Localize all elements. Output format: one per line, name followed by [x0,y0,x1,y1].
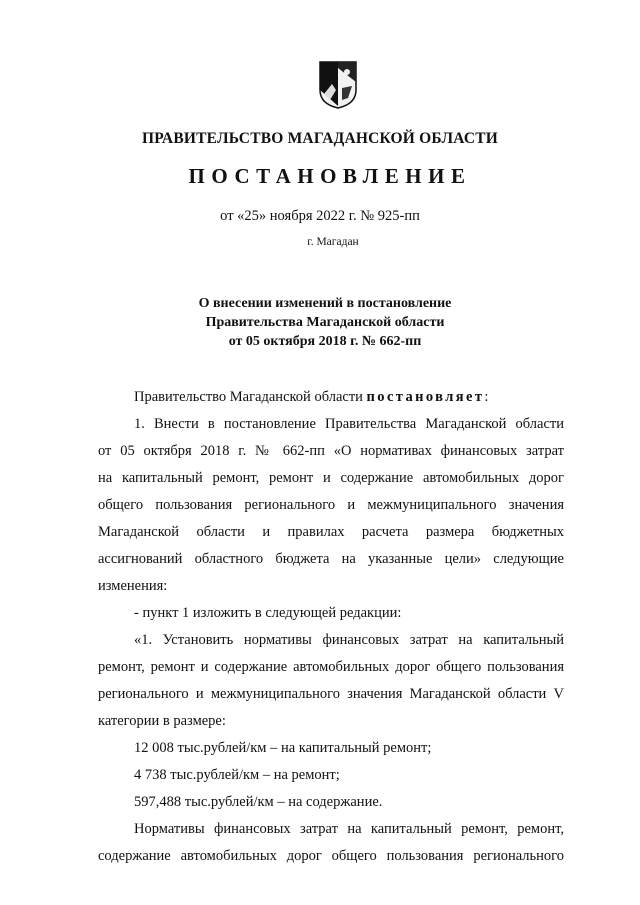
list-item: 597,488 тыс.рублей/км – на содержание. [134,794,383,810]
paragraph-line: содержание автомобильных дорог общего пользования регионального [98,848,564,864]
document-subject [0,294,640,351]
organization-name: ПРАВИТЕЛЬСТВО МАГАДАНСКОЙ ОБЛАСТИ [141,130,499,147]
paragraph-line: регионального и межмуниципального значения Магаданской области V [98,686,564,702]
preamble-keyword: постановляет [366,389,485,405]
paragraph-line: ассигнований областного бюджета на указанные цели» следующие [98,551,564,567]
subject-line: О внесении изменений в постановление [198,296,452,311]
paragraph-line: общего пользования регионального и межмуниципального значения [98,497,564,513]
preamble-text: Правительство Магаданской области [134,389,367,405]
document-city: г. Магадан [307,236,359,248]
paragraph-line: изменения: [98,578,168,594]
paragraph-line: - пункт 1 изложить в следующей редакции: [134,605,402,621]
preamble-colon: : [484,389,489,405]
paragraph-line: Магаданской области и правилах расчета размера бюджетных [98,524,564,540]
magadan-coat-of-arms-icon [318,60,358,110]
list-item: 12 008 тыс.рублей/км – на капитальный ремонт; [134,740,432,756]
paragraph-line: на капитальный ремонт, ремонт и содержание автомобильных дорог [98,470,564,486]
list-item: 4 738 тыс.рублей/км – на ремонт; [134,767,340,783]
paragraph-line: Нормативы финансовых затрат на капитальный ремонт, ремонт, [134,821,564,837]
preamble [98,384,564,411]
subject-line: от 05 октября 2018 г. № 662-пп [228,334,422,349]
document-body [98,384,564,870]
paragraph-line: 1. Внести в постановление Правительства Магаданской области [134,416,564,432]
paragraph-line: категории в размере: [98,713,226,729]
paragraph-line: от 05 октября 2018 г. № 662-пп «О нормативах финансовых затрат [98,443,564,459]
paragraph-line: ремонт, ремонт и содержание автомобильных дорог общего пользования [98,659,564,675]
document-date-number: от «25» ноября 2022 г. № 925-пп [220,208,420,224]
subject-line: Правительства Магаданской области [205,315,445,330]
paragraph-line: «1. Установить нормативы финансовых затрат на капитальный [134,632,564,648]
document-type: ПОСТАНОВЛЕНИЕ [188,164,472,188]
